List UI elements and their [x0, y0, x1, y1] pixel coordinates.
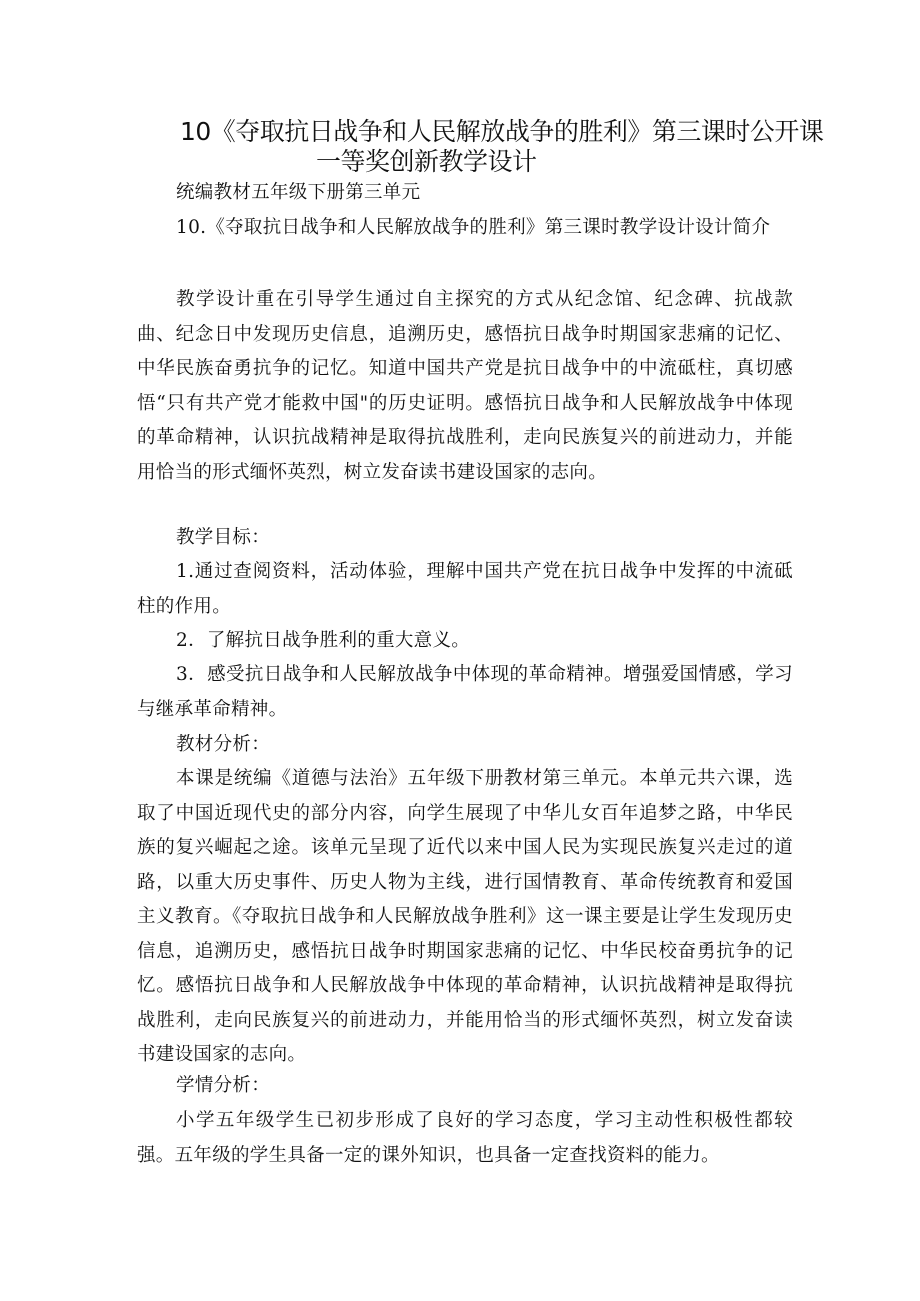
- student-paragraph: 小学五年级学生已初步形成了良好的学习态度，学习主动性积极性都较强。五年级的学生具备一定的课外知识，也具备一定查找资料的能力。: [137, 1110, 793, 1166]
- material-paragraph: 本课是统编《道德与法治》五年级下册教材第三单元。本单元共六课，选取了中国近现代史的部分内容，向学生展现了中华儿女百年追梦之路，中华民族的复兴崛起之途。该单元呈现了近代以来中国人民为实现民族复兴走过的道路，以重大历史事件、历史人物为主线，进行国情教育、革命传统教育和爱国主义教育。《夺取抗日战争和人民解放战争胜利》这一课主要是让学生发现历史信息，追溯历史，感悟抗日战争时期国家悲痛的记忆、中华民校奋勇抗争的记忆。感悟抗日战争和人民解放战争中体现的革命精神，认识抗战精神是取得抗战胜利，走向民族复兴的前进动力，并能用恰当的形式缅怀英烈，树立发奋读书建设国家的志向。: [137, 768, 793, 1065]
- intro-paragraph: 教学设计重在引导学生通过自主探究的方式从纪念馆、纪念碑、抗战款曲、纪念日中发现历史信息，追溯历史，感悟抗日战争时期国家悲痛的记忆、中华民族奋勇抗争的记忆。知道中国共产党是抗日战争中的中流砥柱，真切感悟“只有共产党才能救中国"的历史证明。感悟抗日战争和人民解放战争中体现的革命精神，认识抗战精神是取得抗战胜利，走向民族复兴的前进动力，并能用恰当的形式缅怀英烈，树立发奋读书建设国家的志向。: [137, 289, 793, 483]
- goal-item-1: 1.通过查阅资料，活动体验，理解中国共产党在抗日战争中发挥的中流砥柱的作用。: [137, 561, 793, 617]
- intro-heading: 10.《夺取抗日战争和人民解放战争的胜利》第三课时教学设计设计简介: [176, 217, 771, 238]
- student-heading: 学情分析：: [176, 1075, 271, 1096]
- document-title-line-2: 一等奖创新教学设计: [316, 147, 537, 176]
- document-title-line-1: 10《夺取抗日战争和人民解放战争的胜利》第三课时公开课: [180, 117, 824, 146]
- material-heading: 教材分析：: [176, 734, 271, 755]
- goal-item-2: 2．了解抗日战争胜利的重大意义。: [176, 630, 471, 651]
- goal-item-3: 3．感受抗日战争和人民解放战争中体现的革命精神。增强爱国情感，学习与继承革命精神。: [137, 664, 793, 720]
- subtitle: 统编教材五年级下册第三单元: [176, 182, 421, 203]
- goals-heading: 教学目标：: [176, 527, 271, 548]
